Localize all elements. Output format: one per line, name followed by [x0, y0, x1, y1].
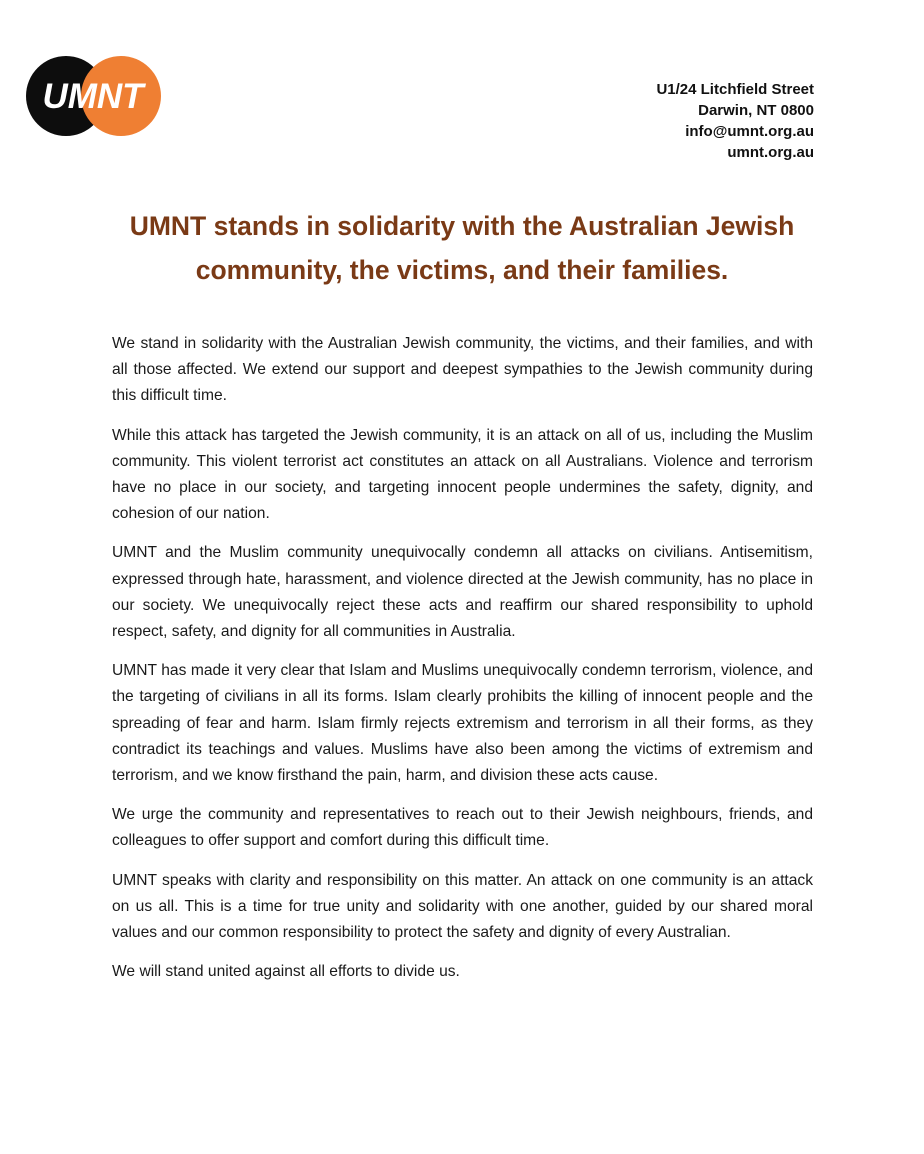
- address-block: [656, 79, 814, 163]
- paragraph: We urge the community and representatives to reach out to their Jewish neighbours, friends, and colleagues to offer support and comfort during this difficult time.: [112, 806, 813, 850]
- umnt-logo-mark: [26, 54, 162, 138]
- address-street: U1/24 Litchfield Street: [656, 81, 814, 98]
- paragraph: We stand in solidarity with the Australian Jewish community, the victims, and their families, and with all those affected. We extend our support and deepest sympathies to the Jewish community during this difficult time.: [112, 335, 813, 405]
- address-city: Darwin, NT 0800: [698, 102, 814, 119]
- umnt-logo: [26, 54, 162, 138]
- document-title: [60, 204, 864, 292]
- paragraph: While this attack has targeted the Jewish community, it is an attack on all of us, including the Muslim community. This violent terrorist act constitutes an attack on all Australians. Violence and terrorism have no place in our society, and targeting innocent people undermines the safety, dignity, and cohesion of our nation.: [112, 426, 813, 523]
- title-line-2: community, the victims, and their families.: [195, 255, 729, 285]
- address-website[interactable]: umnt.org.au: [727, 144, 814, 161]
- title-line-1: UMNT stands in solidarity with the Australian Jewish: [129, 211, 795, 241]
- document-body: [112, 331, 813, 998]
- paragraph: We will stand united against all efforts to divide us.: [112, 963, 460, 981]
- logo-text: UMNT: [42, 77, 144, 116]
- paragraph: UMNT speaks with clarity and responsibility on this matter. An attack on one community is an attack on us all. This is a time for true unity and solidarity with one another, guided by our shared moral values and our common responsibility to protect the safety and dignity of every Australian.: [112, 871, 813, 942]
- address-email[interactable]: info@umnt.org.au: [685, 123, 814, 140]
- paragraph: UMNT and the Muslim community unequivocally condemn all attacks on civilians. Antisemitism, expressed through hate, harassment, and violence directed at the Jewish community, has no place in our society. We unequivocally reject these acts and reaffirm our shared responsibility to uphold respect, safety, and dignity for all communities in Australia.: [112, 544, 813, 641]
- paragraph: UMNT has made it very clear that Islam and Muslims unequivocally condemn terrorism, violence, and the targeting of civilians in all its forms. Islam clearly prohibits the killing of innocent people and the spreading of fear and harm. Islam firmly rejects extremism and terrorism in all their forms, as they contradict its teachings and values. Muslims have also been among the victims of extremism and terrorism, and we know firsthand the pain, harm, and division these acts cause.: [112, 662, 813, 785]
